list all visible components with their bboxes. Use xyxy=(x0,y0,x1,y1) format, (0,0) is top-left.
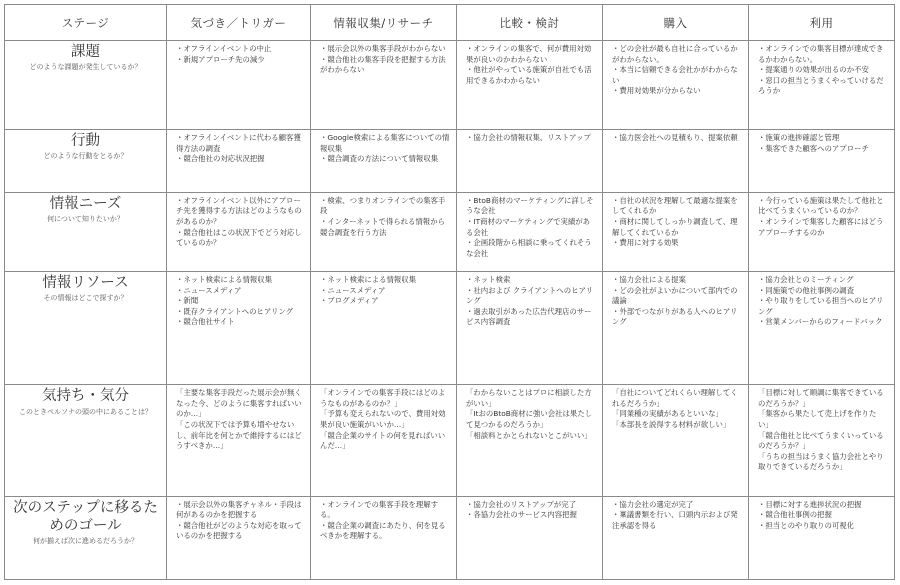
stage-label-info-needs xyxy=(5,192,167,271)
table-cell: ・オフラインイベントに代わる顧客獲得方法の調査 ・競合他社の対応状況把握 xyxy=(167,130,311,193)
row-info-sources xyxy=(5,271,895,384)
header-usage: 利用 xyxy=(749,5,895,41)
customer-journey-table xyxy=(4,4,895,580)
table-cell: ・今行っている施策は果たして他社と比べてうまくいっているのか？ ・オンラインで集客した顧客にはどうアプローチするのか xyxy=(749,192,895,271)
stage-subtitle: 何について知りたいか？ xyxy=(47,215,124,224)
table-cell: ・オンラインでの集客手段を理解する。 ・競合企業の調査にあたり、何を見るべきかを理解する。 xyxy=(311,496,457,579)
row-actions xyxy=(5,130,895,193)
row-next-step-goal xyxy=(5,496,895,579)
customer-journey-sheet xyxy=(4,4,894,580)
table-cell: ・検索、つまりオンラインでの集客手段 ・インターネットで得られる情報から競合調査を行う方法 xyxy=(311,192,457,271)
table-cell: ・ネット検索による情報収集 ・ニュースメディア ・ブログメディア xyxy=(311,271,457,384)
table-cell: ・Google検索による集客についての情報収集 ・競合調査の方法について情報収集 xyxy=(311,130,457,193)
table-cell: ・ネット検索による情報収集 ・ニュースメディア ・新聞 ・既存クライアントへのヒアリング ・競合他社サイト xyxy=(167,271,311,384)
table-cell: 「主要な集客手段だった展示会が無くなった今、どのように集客すればいいのか…」 「この状況下では予算も増やせないし、前年比を何とかで維持するにはどうすべきか…」 xyxy=(167,385,311,496)
table-cell: 「自社についてどれくらい理解してくれるだろうか」 「同業種の実績があるといいな」 「本部長を説得する材料が欲しい」 xyxy=(603,385,749,496)
table-cell: ・自社の状況を理解して最適な提案をしてくれるか ・商材に関してしっかり調査して、理解してくれているか ・費用に対する効果 xyxy=(603,192,749,271)
stage-label-issues xyxy=(5,41,167,130)
table-cell: ・施策の進捗確認と管理 ・集客できた顧客へのアプローチ xyxy=(749,130,895,193)
table-cell: ・ネット検索 ・社内および クライアントへのヒアリング ・過去取引があった広告代理店のサービス内容調査 xyxy=(457,271,603,384)
stage-subtitle: 何が揃えば次に進めるだろうか？ xyxy=(33,537,138,546)
header-stage: ステージ xyxy=(5,5,167,41)
table-cell: 「目標に対して順調に集客できているのだろうか？」 「集客から果たして売上げを作りたい」 「競合他社と比べてうまくいっているのだろうか？」 「うちの担当はうまく協力会社とやり取りできているだろうか」 xyxy=(749,385,895,496)
stage-subtitle: その情報はどこで探すか？ xyxy=(43,294,128,303)
table-cell: ・協力会社とのミーティング ・同施策での他社事例の調査 ・やり取りをしている担当へのヒアリング ・営業メンバーからのフィードバック xyxy=(749,271,895,384)
header-comparison: 比較・検討 xyxy=(457,5,603,41)
table-cell: ・オフラインイベント以外にアプローチ先を獲得する方法はどのようなものがあるのか？ ・競合他社はこの状況下でどう対応しているのか？ xyxy=(167,192,311,271)
table-cell: ・協力会社による提案 ・どの会社がよいかについて部内での議論 ・外部でつながりがある人へのヒアリング xyxy=(603,271,749,384)
table-cell: ・協力会社の情報収集、リストアップ xyxy=(457,130,603,193)
stage-title: 行動 xyxy=(71,133,100,150)
stage-label-feelings xyxy=(5,385,167,496)
stage-title: 次のステップに移るためのゴール xyxy=(13,499,158,535)
header-awareness-trigger: 気づき／トリガー xyxy=(167,5,311,41)
header-purchase: 購入 xyxy=(603,5,749,41)
table-cell: ・オンラインの集客で、何が費用対効果が良いのかわからない ・他社がやっている施策が自社でも活用できるかわからない xyxy=(457,41,603,130)
stage-title: 情報ニーズ xyxy=(49,195,122,212)
table-cell: 「オンラインでの集客手段にはどのようなものがあるのか？」 「予算も変えられないので、費用対効果が良い施策がいいか…」 「競合企業のサイトの何を見ればいいんだ…」 xyxy=(311,385,457,496)
row-info-needs xyxy=(5,192,895,271)
table-cell: ・オンラインでの集客目標が達成できるかわからない。 ・提案通りの効果が出るのか不安 ・窓口の担当とうまくやっていけるだろうか xyxy=(749,41,895,130)
stage-subtitle: このときペルソナの頭の中にあることは？ xyxy=(19,407,152,416)
stage-title: 気持ち・気分 xyxy=(42,388,129,405)
table-cell: ・協力会社のリストアップが完了 ・各協力会社のサービス内容把握 xyxy=(457,496,603,579)
table-cell: ・目標に対する進捗状況の把握 ・競合他社事例の把握 ・担当とのやり取りの可視化 xyxy=(749,496,895,579)
table-cell: ・展示会以外の集客チャネル・手段は何があるのかを把握する ・競合他社がどのような対応を取っているのかを把握する xyxy=(167,496,311,579)
stage-title: 課題 xyxy=(71,44,100,60)
table-cell: ・展示会以外の集客手段がわからない ・競合他社の集客手段を把握する方法がわからない xyxy=(311,41,457,130)
stage-subtitle: どのような課題が発生しているか？ xyxy=(29,63,142,72)
table-cell: ・協力医会社への見積もり、提案依頼 xyxy=(603,130,749,193)
stage-label-actions xyxy=(5,130,167,193)
table-cell: ・協力会社の選定が完了 ・稟議書類を行い、口頭内示および発注承認を得る xyxy=(603,496,749,579)
header-research: 情報収集/リサーチ xyxy=(311,5,457,41)
row-issues xyxy=(5,41,895,130)
row-feelings xyxy=(5,385,895,496)
stage-label-info-sources xyxy=(5,271,167,384)
header-row xyxy=(5,5,895,41)
table-cell: ・どの会社が最も自社に合っているかがわからない。 ・本当に信頼できる会社かがわからない ・費用対効果が分からない xyxy=(603,41,749,130)
stage-label-next-step-goal xyxy=(5,496,167,579)
table-cell: ・BtoB商材のマーケティングに詳しそうな会社 ・IT商材のマーケティングで実績がある会社 ・企画段階から相談に乗ってくれそうな会社 xyxy=(457,192,603,271)
stage-title: 情報リソース xyxy=(42,274,129,291)
table-cell: 「わからないことはプロに相談した方がいい」 「ItおのBtoB商材に強い会社は果たして見つかるのだろうか」 「相談料とかとられないとこがいい」 xyxy=(457,385,603,496)
table-cell: ・オフラインイベントの中止 ・新規アプローチ先の減少 xyxy=(167,41,311,130)
stage-subtitle: どのような行動をとるか？ xyxy=(43,152,128,161)
